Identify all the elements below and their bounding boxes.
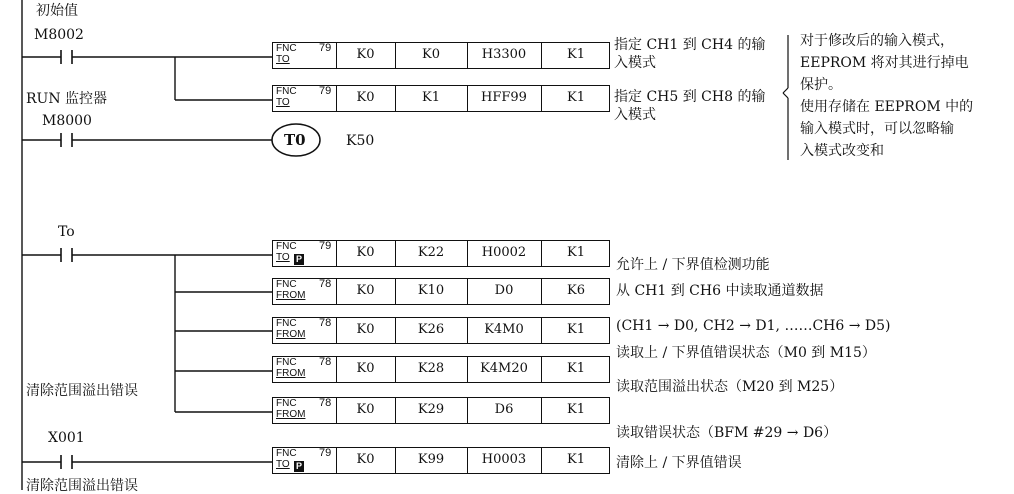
- operand: K0: [356, 402, 375, 417]
- operand: H0002: [481, 245, 527, 260]
- rung3-note-5: 读取错误状态（BFM #29 → D6）: [616, 425, 838, 441]
- side-note-line: 输入模式时，可以忽略输: [800, 121, 954, 137]
- rung3-contact-label: To: [58, 224, 75, 240]
- operand: K1: [567, 361, 585, 376]
- rung4-comment: 清除范围溢出错误: [26, 383, 138, 399]
- operand: K99: [417, 452, 445, 467]
- instruction-block: FNC 78 FROM K0 K10 D0 K6: [272, 278, 610, 305]
- operand: K0: [356, 361, 375, 376]
- rung2-comment: RUN 监控器: [26, 91, 108, 107]
- rung1-contact-label: M8002: [34, 27, 84, 43]
- operand: K0: [356, 283, 375, 298]
- fnc-number: 79: [319, 42, 332, 54]
- rung3-note-4: 读取范围溢出状态（M20 到 M25）: [616, 379, 844, 395]
- fnc-number: 78: [319, 397, 332, 409]
- instruction-block: FNC 78 FROM K0 K26 K4M0 K1: [272, 317, 610, 344]
- fnc-mnemonic: FROM: [276, 329, 306, 340]
- operand: K0: [356, 47, 375, 62]
- fnc-number: 78: [319, 356, 332, 368]
- side-note-line: EEPROM 将对其进行掉电: [800, 55, 969, 71]
- operand: K4M20: [480, 361, 528, 376]
- operand: K28: [417, 361, 445, 376]
- operand: K10: [417, 283, 445, 298]
- rung4-bottom-comment: 清除范围溢出错误: [26, 478, 138, 494]
- operand: K1: [567, 452, 585, 467]
- operand: K0: [356, 90, 375, 105]
- instruction-block: FNC 79 TO P K0 K22 H0002 K1: [272, 240, 610, 267]
- rung2-contact-label: M8000: [42, 113, 92, 129]
- operand: K26: [417, 322, 445, 337]
- operand: HFF99: [481, 90, 527, 105]
- fnc-mnemonic: FROM: [276, 409, 306, 420]
- instruction-block: FNC 78 FROM K0 K28 K4M20 K1: [272, 356, 610, 383]
- rung4-note: 清除上 / 下界值错误: [616, 455, 742, 471]
- fnc-mnemonic: FROM: [276, 368, 306, 379]
- operand: K0: [356, 245, 375, 260]
- rung3-note-2: 从 CH1 到 CH6 中读取通道数据: [616, 283, 824, 299]
- operand: K1: [567, 245, 585, 260]
- fnc-number: 79: [319, 240, 332, 252]
- pulse-marker: P: [295, 461, 302, 471]
- operand: K4M0: [484, 322, 524, 337]
- rung3-note-1: 允许上 / 下界值检测功能: [616, 257, 770, 273]
- operand: K29: [417, 402, 445, 417]
- timer-setting: K50: [346, 133, 375, 149]
- side-note-line: 入模式改变和: [800, 143, 884, 159]
- operand: K0: [356, 452, 375, 467]
- operand: K22: [417, 245, 445, 260]
- side-note: [800, 30, 973, 162]
- rung3-extra-note: (CH1 → D0, CH2 → D1, ……CH6 → D5): [616, 318, 891, 334]
- fnc-mnemonic: TO: [276, 459, 290, 470]
- rung4-contact-label: X001: [48, 430, 85, 446]
- fnc-mnemonic: TO: [276, 97, 290, 108]
- fnc-number: 79: [319, 85, 332, 97]
- instruction-block: FNC 79 TO P K0 K99 H0003 K1: [272, 447, 610, 474]
- side-note-line: 使用存储在 EEPROM 中的: [800, 99, 974, 115]
- side-note-line: 对于修改后的输入模式，: [800, 33, 954, 49]
- operand: K0: [422, 47, 440, 62]
- operand: K1: [567, 402, 585, 417]
- operand: K1: [567, 47, 585, 62]
- fnc-mnemonic: TO: [276, 54, 290, 65]
- fnc-mnemonic: FROM: [276, 290, 306, 301]
- fnc-number: 78: [319, 317, 332, 329]
- fnc-mnemonic: TO: [276, 252, 290, 263]
- side-note-line: 保护。: [800, 77, 842, 93]
- rung1-comment: 初始值: [36, 3, 78, 19]
- instruction-block: FNC 79 TO K0 K0 H3300 K1: [272, 42, 610, 69]
- rung1-note-1: 指定 CH1 到 CH4 的输入模式: [614, 37, 766, 71]
- operand: H0003: [481, 452, 527, 467]
- instruction-block: FNC 79 TO K0 K1 HFF99 K1: [272, 85, 610, 112]
- operand: K6: [567, 283, 585, 298]
- operand: K1: [422, 90, 440, 105]
- timer-label: T0: [284, 131, 306, 149]
- fnc-number: 78: [319, 278, 332, 290]
- operand: K1: [567, 322, 585, 337]
- fnc-number: 79: [319, 447, 332, 459]
- operand: H3300: [481, 47, 527, 62]
- instruction-block: FNC 78 FROM K0 K29 D6 K1: [272, 397, 610, 424]
- operand: K0: [356, 322, 375, 337]
- rung1-note-2: 指定 CH5 到 CH8 的输入模式: [614, 89, 766, 123]
- pulse-marker: P: [295, 254, 302, 264]
- operand: D6: [494, 402, 514, 417]
- operand: D0: [494, 283, 514, 298]
- rung3-note-3: 读取上 / 下界值错误状态（M0 到 M15）: [616, 345, 876, 361]
- operand: K1: [567, 90, 585, 105]
